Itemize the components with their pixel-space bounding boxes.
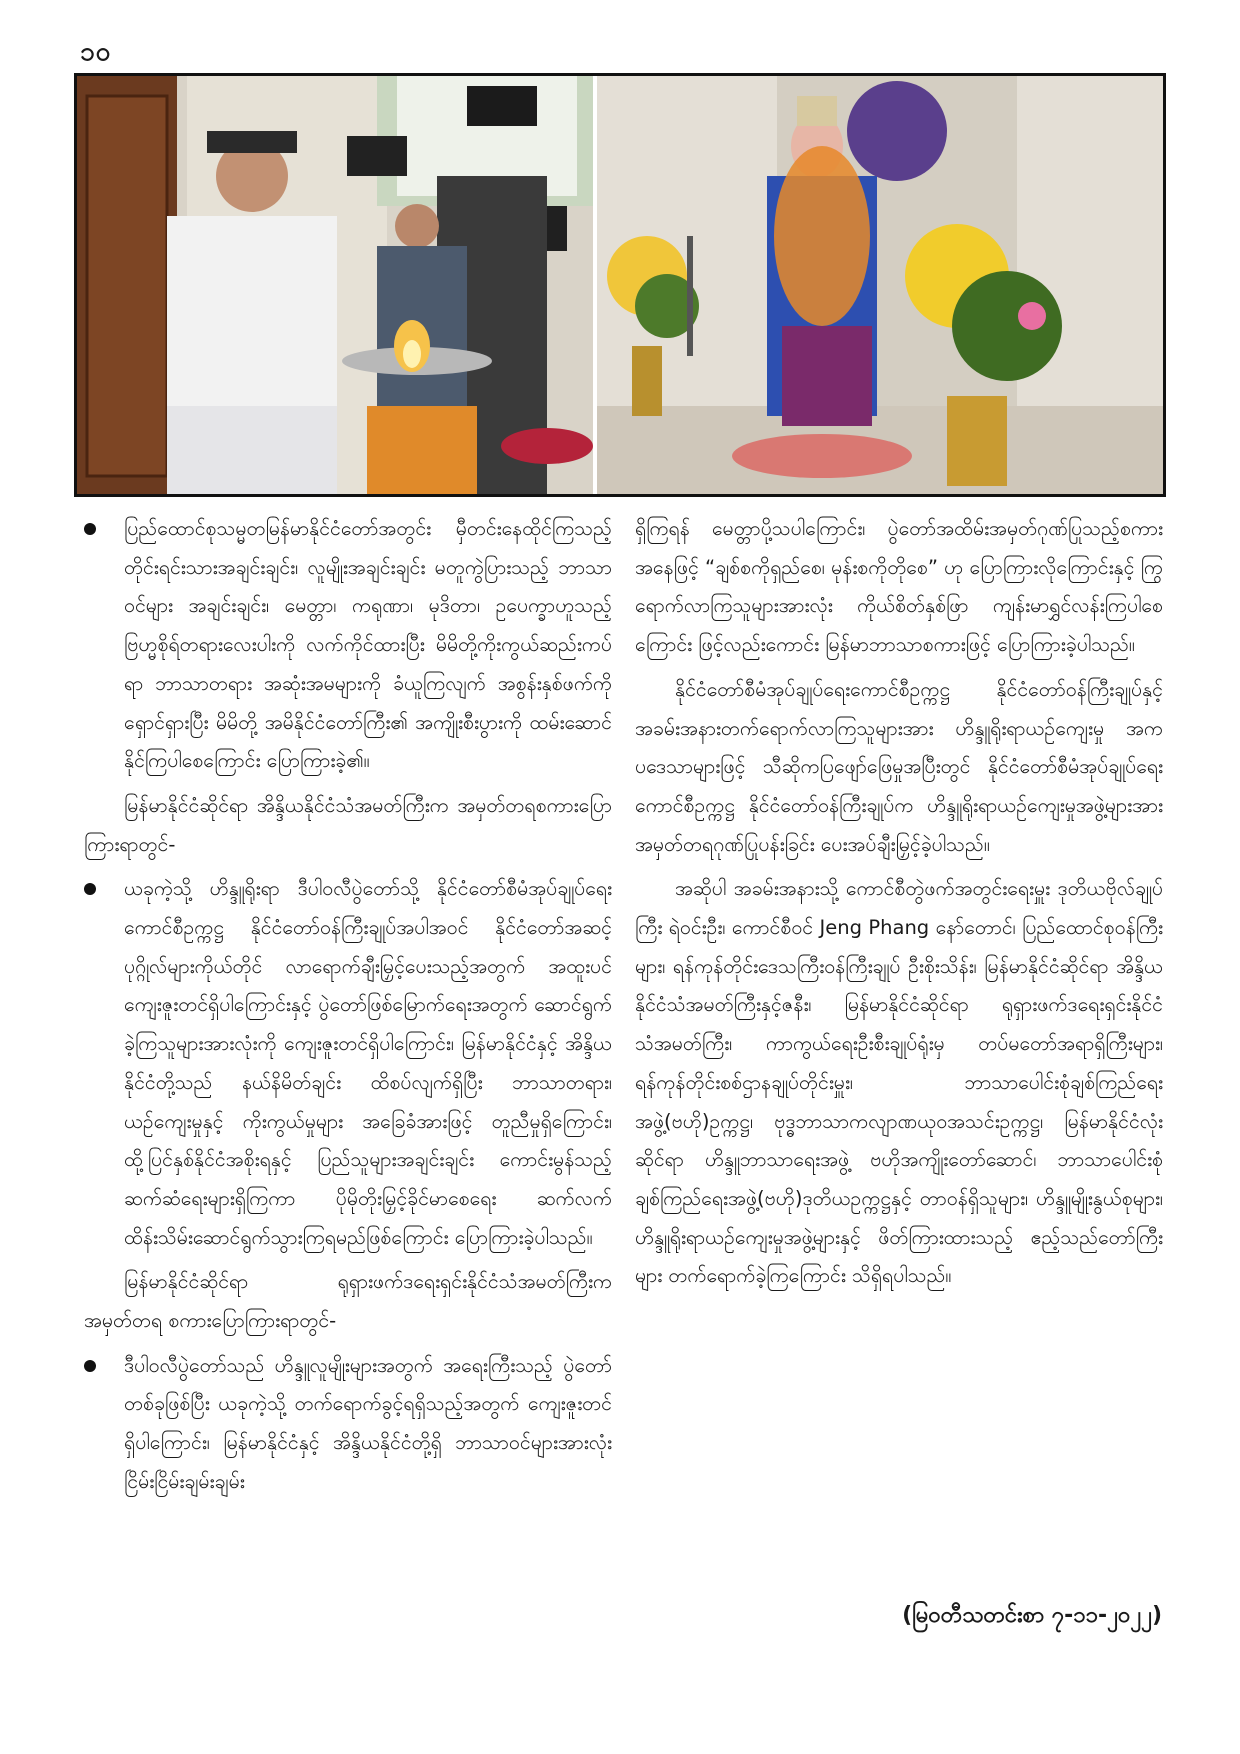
photo-banner <box>74 73 1166 497</box>
paragraph: မြန်မာနိုင်ငံဆိုင်ရာ ရုရှားဖက်ဒရေးရှင်းနိုင်ငံသံအမတ်ကြီးက အမှတ်တရ စကားပြောကြားရာတွင်- <box>84 1270 612 1333</box>
photo-collage <box>77 76 1163 494</box>
paragraph: နိုင်ငံတော်စီမံအုပ်ချုပ်ရေးကောင်စီဥက္ကဋ္ဌ နိုင်ငံတော်ဝန်ကြီးချုပ်နှင့် အခမ်းအနားတက်ရောက်လာကြသူများအား ဟိန္ဒူရိုးရာယဉ်ကျေးမှု အကပဒေသာများဖြင့် သီဆိုကပြဖျော်ဖြေမှုအပြီးတွင် နိုင်ငံတော်စီမံအုပ်ချုပ်ရေးကောင်စီဥက္ကဋ္ဌ နိုင်ငံတော်ဝန်ကြီးချုပ်က ဟိန္ဒူရိုးရာယဉ်ကျေးမှုအဖွဲ့များအား အမှတ်တရဂုဏ်ပြုပန်းခြင်း ပေးအပ်ချီးမြှင့်ခဲ့ပါသည်။ <box>635 677 1163 856</box>
bullet-dot <box>84 883 96 895</box>
source-citation: (မြဝတီသတင်းစာ ၇-၁၁-၂၀၂၂) <box>902 1603 1162 1628</box>
paragraph: မြန်မာနိုင်ငံဆိုင်ရာ အိန္ဒိယနိုင်ငံသံအမတ်ကြီးက အမှတ်တရစကားပြောကြားရာတွင်- <box>84 793 612 856</box>
photo-deity-statue <box>593 76 1163 494</box>
paragraph-continuation: ရှိကြရန် မေတ္တာပို့သပါကြောင်း၊ ပွဲတော်အထိမ်းအမှတ်ဂုဏ်ပြုသည့်စကားအနေဖြင့် “ချစ်စကိုရှည်စေ၊ မုန်းစကိုတိုစေ” ဟု ပြောကြားလိုကြောင်းနှင့် ကြွရောက်လာကြသူများအားလုံး ကိုယ်စိတ်နှစ်ဖြာ ကျန်းမာရွှင်လန်းကြပါစေကြောင်း ဖြင့်လည်းကောင်း မြန်မာဘာသာစကားဖြင့် ပြောကြားခဲ့ပါသည်။ <box>635 517 1163 657</box>
paragraph: အဆိုပါ အခမ်းအနားသို့ ကောင်စီတွဲဖက်အတွင်းရေးမှူး ဒုတိယဗိုလ်ချုပ်ကြီး ရဲဝင်းဦး၊ ကောင်စီဝင် Jeng Phang နော်တောင်၊ ပြည်ထောင်စုဝန်ကြီးများ၊ ရန်ကုန်တိုင်းဒေသကြီးဝန်ကြီးချုပ် ဦးစိုးသိန်း၊ မြန်မာနိုင်ငံဆိုင်ရာ အိန္ဒိယနိုင်ငံသံအမတ်ကြီးနှင့်ဇနီး၊ မြန်မာနိုင်ငံဆိုင်ရာ ရုရှားဖက်ဒရေးရှင်းနိုင်ငံ သံအမတ်ကြီး၊ ကာကွယ်ရေးဦးစီးချုပ်ရုံးမှ တပ်မတော်အရာရှိကြီးများ၊ ရန်ကုန်တိုင်းစစ်ဌာနချုပ်တိုင်းမှူး၊ ဘာသာပေါင်းစုံချစ်ကြည်ရေးအဖွဲ့(ဗဟို)ဥက္ကဋ္ဌ၊ ဗုဒ္ဓဘာသာကလျာဏယုဝအသင်းဥက္ကဋ္ဌ၊ မြန်မာနိုင်ငံလုံးဆိုင်ရာ ဟိန္ဒူဘာသာရေးအဖွဲ့ ဗဟိုအကျိုးတော်ဆောင်၊ ဘာသာပေါင်းစုံချစ်ကြည်ရေးအဖွဲ့(ဗဟို)ဒုတိယဥက္ကဋ္ဌနှင့် တာဝန်ရှိသူများ၊ ဟိန္ဒူမျိုးနွယ်စုများ၊ ဟိန္ဒူရိုးရာယဉ်ကျေးမှုအဖွဲ့များနှင့် ဖိတ်ကြားထားသည့် ဧည့်သည်တော်ကြီးများ တက်ရောက်ခဲ့ကြကြောင်း သိရှိရပါသည်။ <box>635 877 1163 1288</box>
bullet-text: ယခုကဲ့သို့ ဟိန္ဒူရိုးရာ ဒီပါဝလီပွဲတော်သို့ နိုင်ငံတော်စီမံအုပ်ချုပ်ရေးကောင်စီဥက္ကဋ္ဌ နိုင်ငံတော်ဝန်ကြီးချုပ်အပါအဝင် နိုင်ငံတော်အဆင့်ပုဂ္ဂိုလ်များကိုယ်တိုင် လာရောက်ချီးမြှင့်ပေးသည့်အတွက် အထူးပင်ကျေးဇူးတင်ရှိပါကြောင်းနှင့် ပွဲတော်ဖြစ်မြောက်ရေးအတွက် ဆောင်ရွက်ခဲ့ကြသူများအားလုံးကို ကျေးဇူးတင်ရှိပါကြောင်း၊ မြန်မာနိုင်ငံနှင့် အိန္ဒိယနိုင်ငံတို့သည် နယ်နိမိတ်ချင်း ထိစပ်လျက်ရှိပြီး ဘာသာတရား၊ ယဉ်ကျေးမှုနှင့် ကိုးကွယ်မှုများ အခြေခံအားဖြင့် တူညီမှုရှိကြောင်း၊ ထို့ပြင်နှစ်နိုင်ငံအစိုးရနှင့် ပြည်သူများအချင်းချင်း ကောင်းမွန်သည့် ဆက်ဆံရေးများရှိကြကာ ပိုမိုတိုးမြှင့်ခိုင်မာစေရေး ဆက်လက်ထိန်းသိမ်းဆောင်ရွက်သွားကြရမည်ဖြစ်ကြောင်း ပြောကြားခဲ့ပါသည်။ <box>124 877 612 1249</box>
left-column <box>84 510 612 1508</box>
photo-ceremony-lamp <box>77 76 593 494</box>
bullet-text: ပြည်ထောင်စုသမ္မတမြန်မာနိုင်ငံတော်အတွင်း မှီတင်းနေထိုင်ကြသည့် တိုင်းရင်းသားအချင်းချင်း၊ လူမျိုးအချင်းချင်း မတူကွဲပြားသည့် ဘာသာဝင်များ အချင်းချင်း၊ မေတ္တာ၊ ကရုဏာ၊ မုဒိတာ၊ ဥပေက္ခာဟူသည့် ဗြဟ္မစိုရ်တရားလေးပါးကို လက်ကိုင်ထားပြီး မိမိတို့ကိုးကွယ်ဆည်းကပ်ရာ ဘာသာတရား အဆုံးအမများကို ခံယူကြလျက် အစွန်းနှစ်ဖက်ကို ရှောင်ရှားပြီး မိမိတို့ အမိနိုင်ငံတော်ကြီး၏ အကျိုးစီးပွားကို ထမ်းဆောင်နိုင်ကြပါစေကြောင်း ပြောကြားခဲ့၏။ <box>124 517 612 773</box>
bullet-item <box>84 870 612 1257</box>
bullet-item <box>84 1347 612 1502</box>
page-number: ၁၀ <box>80 37 112 67</box>
bullet-dot <box>84 1360 96 1372</box>
bullet-dot <box>84 523 96 535</box>
right-column <box>635 510 1163 1302</box>
bullet-text: ဒီပါဝလီပွဲတော်သည် ဟိန္ဒူလူမျိုးများအတွက် အရေးကြီးသည့် ပွဲတော်တစ်ခုဖြစ်ပြီး ယခုကဲ့သို့ တက်ရောက်ခွင့်ရရှိသည့်အတွက် ကျေးဇူးတင်ရှိပါကြောင်း၊ မြန်မာနိုင်ငံနှင့် အိန္ဒိယနိုင်ငံတို့ရှိ ဘာသာဝင်များအားလုံး ငြိမ်းငြိမ်းချမ်းချမ်း <box>124 1353 612 1493</box>
bullet-item <box>84 510 612 781</box>
